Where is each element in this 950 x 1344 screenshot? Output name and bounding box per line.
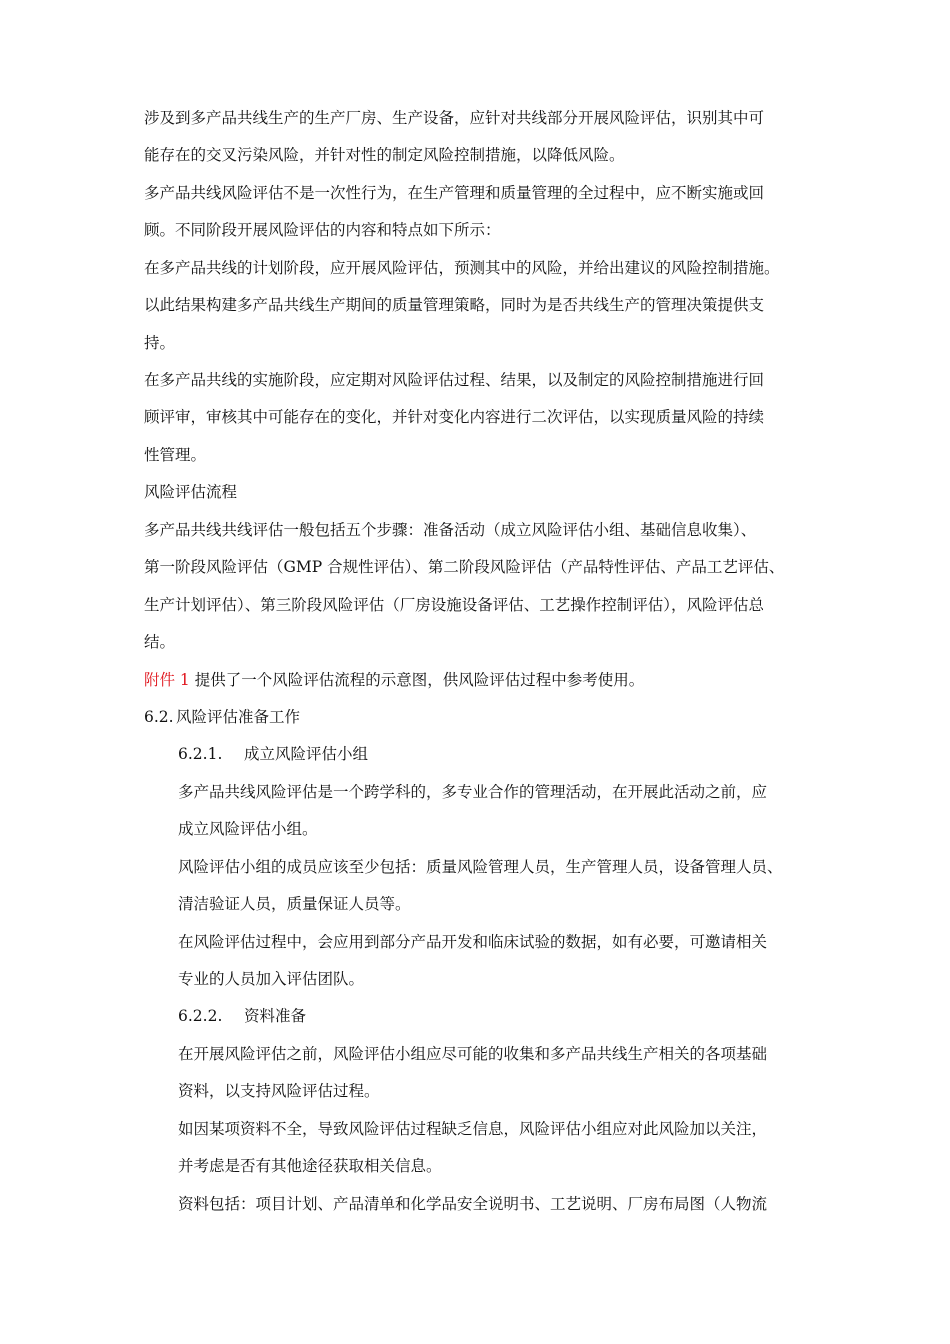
paragraph-line: 第一阶段风险评估（GMP 合规性评估）、第二阶段风险评估（产品特性评估、产品工艺评估、 [144,558,785,576]
paragraph-line: 资料包括：项目计划、产品清单和化学品安全说明书、工艺说明、厂房布局图（人物流 [178,1195,768,1213]
heading-risk-process: 风险评估流程 [144,483,238,501]
section-number: 6.2. [144,708,174,726]
paragraph-line: 在开展风险评估之前，风险评估小组应尽可能的收集和多产品共线生产相关的各项基础 [178,1045,768,1063]
paragraph-line: 能存在的交叉污染风险，并针对性的制定风险控制措施，以降低风险。 [144,146,625,164]
paragraph-line: 顾。不同阶段开展风险评估的内容和特点如下所示： [144,221,501,239]
section-number: 6.2.1. [178,745,223,763]
paragraph-line: 多产品共线共线评估一般包括五个步骤：准备活动（成立风险评估小组、基础信息收集）、 [144,521,757,539]
paragraph-line: 以此结果构建多产品共线生产期间的质量管理策略，同时为是否共线生产的管理决策提供支 [144,296,765,314]
paragraph-line: 在多产品共线的实施阶段，应定期对风险评估过程、结果，以及制定的风险控制措施进行回 [144,371,765,389]
paragraph-line: 专业的人员加入评估团队。 [178,970,365,988]
section-6-2-heading [144,705,834,729]
attachment-line-text: 提供了一个风险评估流程的示意图，供风险评估过程中参考使用。 [189,671,645,689]
paragraph-line: 结。 [144,633,176,651]
paragraph-line: 顾评审，审核其中可能存在的变化，并针对变化内容进行二次评估，以实现质量风险的持续 [144,408,765,426]
section-title: 风险评估准备工作 [176,708,301,726]
paragraph-line: 风险评估小组的成员应该至少包括：质量风险管理人员，生产管理人员，设备管理人员、 [178,858,783,876]
attachment-reference-line [144,668,834,692]
section-title: 成立风险评估小组 [244,745,369,763]
paragraph-line: 持。 [144,334,176,352]
paragraph-line: 在风险评估过程中，会应用到部分产品开发和临床试验的数据，如有必要，可邀请相关 [178,933,768,951]
paragraph-line: 性管理。 [144,446,207,464]
section-6-2-2-heading [178,1004,834,1028]
attachment-1-link[interactable]: 附件 1 [144,671,190,689]
section-number: 6.2.2. [178,1007,223,1025]
paragraph-line: 在多产品共线的计划阶段，应开展风险评估，预测其中的风险，并给出建议的风险控制措施。 [144,259,780,277]
paragraph-line: 并考虑是否有其他途径获取相关信息。 [178,1157,442,1175]
paragraph-line: 如因某项资料不全，导致风险评估过程缺乏信息，风险评估小组应对此风险加以关注， [178,1120,768,1138]
paragraph-line: 多产品共线风险评估不是一次性行为，在生产管理和质量管理的全过程中，应不断实施或回 [144,184,765,202]
section-6-2-1-heading [178,742,834,766]
paragraph-line: 资料，以支持风险评估过程。 [178,1082,380,1100]
paragraph-line: 成立风险评估小组。 [178,820,318,838]
paragraph-line: 生产计划评估）、第三阶段风险评估（厂房设施设备评估、工艺操作控制评估），风险评估总 [144,596,765,614]
section-title: 资料准备 [244,1007,307,1025]
paragraph-line: 清洁验证人员，质量保证人员等。 [178,895,411,913]
paragraph-line: 多产品共线风险评估是一个跨学科的，多专业合作的管理活动，在开展此活动之前，应 [178,783,768,801]
paragraph-line: 涉及到多产品共线生产的生产厂房、生产设备，应针对共线部分开展风险评估，识别其中可 [144,109,765,127]
